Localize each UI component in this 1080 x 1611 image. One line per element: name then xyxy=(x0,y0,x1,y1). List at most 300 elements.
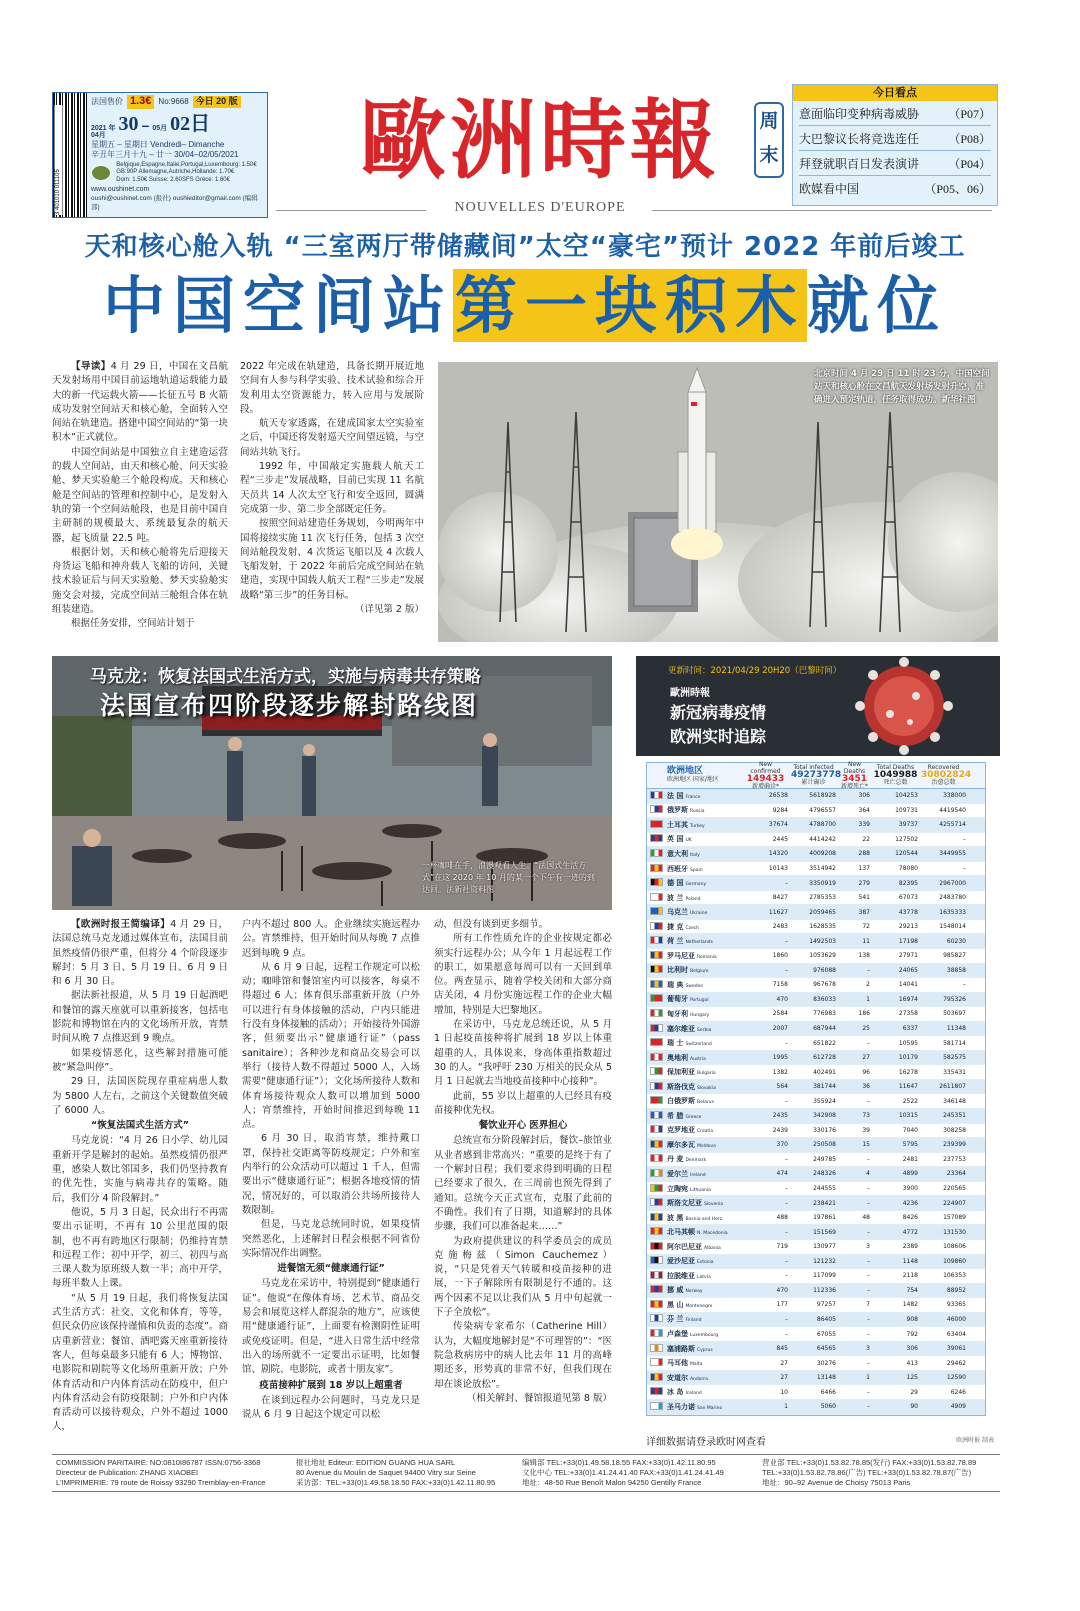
country-cn: 圣马力诺 xyxy=(667,1402,695,1411)
recovered-cell: – xyxy=(963,981,966,989)
flag-icon xyxy=(650,1387,663,1395)
flag-icon xyxy=(650,1213,663,1221)
col-label: Total Deaths xyxy=(876,764,915,772)
emails[interactable]: oushi@oushinet.com (报社) oushieditor@gmail.com (编辑部) xyxy=(91,195,258,211)
total-infected-cell: 3350919 xyxy=(809,879,836,887)
new-confirmed-cell: 488 xyxy=(776,1214,788,1222)
table-row xyxy=(647,1065,985,1080)
month-from: 04月 xyxy=(91,132,106,140)
paragraph: 如果疫情恶化，这些解封措施可能被“紧急叫停”。 xyxy=(52,1047,228,1073)
highlight-item[interactable] xyxy=(799,176,991,201)
paragraph: 总统宣布分阶段解封后，餐饮–旅馆业从业者感到非常高兴：“重要的是终于有了一个解封日程；我们要求得到明确的日程已经要求了很久，在三周前也预先得到了通知。总统今天正式宣布，克服了此前的不确性。我们有了日期，知道解封的具体步骤，我们可以准备起来……” xyxy=(434,1135,612,1233)
total-deaths-cell: 3900 xyxy=(902,1185,918,1193)
new-deaths-cell: – xyxy=(867,1272,870,1280)
france-column-1 xyxy=(52,918,228,1442)
country-cn: 斯洛伐克 xyxy=(667,1082,695,1091)
flag-icon xyxy=(650,1053,663,1061)
newspaper-title: 歐洲時報 xyxy=(360,90,720,191)
col-label: Recovered xyxy=(927,764,960,772)
table-row xyxy=(647,1385,985,1400)
new-confirmed-cell: 37674 xyxy=(768,821,788,829)
total-infected-cell: 250508 xyxy=(813,1141,836,1149)
new-deaths-cell: – xyxy=(867,1315,870,1323)
country-cn: 捷 克 xyxy=(667,922,684,931)
table-row xyxy=(647,1400,985,1415)
country-cn: 意大利 xyxy=(667,849,688,858)
new-confirmed-cell: – xyxy=(785,1097,788,1105)
country-en: Denmark xyxy=(685,1158,707,1164)
flag-icon xyxy=(650,922,663,930)
paragraph: 传染病专家希尔（Catherine Hill）认为，大幅度地解封是“不可理智的”：“医院急救病房中的病人比去年 11 月的高峰期还多，形势真的非常不好，但我们现在却在谈论放松”。 xyxy=(434,1321,612,1390)
country-name xyxy=(665,805,743,815)
total-deaths-cell: 8426 xyxy=(902,1214,918,1222)
see-page-link[interactable]: （详见第 2 版） xyxy=(354,604,424,616)
country-name xyxy=(665,1213,743,1223)
total-infected-cell: 5618928 xyxy=(809,792,836,800)
country-name xyxy=(665,1387,743,1397)
table-row xyxy=(647,920,985,935)
highlight-item[interactable] xyxy=(799,101,991,126)
recovered-cell: 157089 xyxy=(943,1214,966,1222)
new-deaths-cell: 72 xyxy=(862,923,870,931)
today-highlights xyxy=(792,84,998,206)
footer xyxy=(52,1454,1000,1492)
country-cn: 丹 麦 xyxy=(667,1155,684,1164)
paragraph: 户内不超过 800 人。企业继续实施远程办公。宵禁维持，但开始时间从每晚 7 点推迟到每晚 9 点。 xyxy=(242,919,420,959)
country-cn: 爱沙尼亚 xyxy=(667,1257,695,1266)
subheading: 疫苗接种扩展到 18 岁以上超重者 xyxy=(259,1379,403,1391)
recovered-cell: 220565 xyxy=(943,1185,966,1193)
country-name xyxy=(665,1111,743,1121)
footer-line: TEL:+33(0)1.53.82.78.86(广告) TEL:+33(0)1.53.82.78.87(广告) xyxy=(762,1468,972,1477)
table-row xyxy=(647,1051,985,1066)
new-confirmed-cell: 1382 xyxy=(772,1068,788,1076)
flag-icon xyxy=(650,1038,663,1046)
total-deaths-cell: 14041 xyxy=(898,981,918,989)
new-deaths-cell: – xyxy=(867,1228,870,1236)
new-confirmed-cell: 27 xyxy=(780,1374,788,1382)
total-deaths-cell: 104253 xyxy=(895,792,918,800)
table-row xyxy=(647,1255,985,1270)
flag-icon xyxy=(650,1082,663,1090)
paragraph: 马克龙在采访中，特别提到“健康通行证”。他说“在像体育场、艺术节、商品交易会和展览这样人群混杂的地方”，应该使用“健康通行证”，上面要有检测阴性证明或免疫证明。但是，“进入日常生活中经常出入的场所就不一定要出示证明，比如餐馆、剧院、电影院，或者十朋友家”。 xyxy=(242,1278,420,1376)
lead-headline xyxy=(52,266,998,346)
total-deaths-cell: 4899 xyxy=(902,1170,918,1178)
total-deaths-cell: 16974 xyxy=(898,995,918,1003)
flag-icon xyxy=(650,1154,663,1162)
table-row xyxy=(647,833,985,848)
table-row xyxy=(647,789,985,804)
flag-icon xyxy=(650,1227,663,1235)
table-row xyxy=(647,1167,985,1182)
new-deaths-cell: 279 xyxy=(858,879,870,887)
new-confirmed-cell: 9284 xyxy=(772,806,788,814)
paragraph: 在采访中，马克龙总统还说，从 5 月 1 日起疫苗接种将扩展到 18 岁以上体重超重的人，具体说来，身高体重指数超过 30 的人。“我呼吁 230 万相关的民众从 5 月 1 日起就去当地疫苗接种中心接种”。 xyxy=(434,1019,612,1088)
country-en: Belgium xyxy=(690,969,709,975)
divider xyxy=(652,210,992,211)
total-deaths-cell: 1482 xyxy=(902,1301,918,1309)
table-row xyxy=(647,1225,985,1240)
paragraph: 从 6 月 9 日起，远程工作规定可以松动；咖啡馆和餐馆室内可以接客，每桌不得超过 6 人；体育俱乐部重新开放（户外可以进行有身体接触的活动，户内只能进行没有身体接触的活动）；开始接待外国游客，但须要出示“健康通行证”（pass sanitaire）；各种沙龙和商品交易会可以举行（接待人数不得超过 5000 人，入场需要“健康通行证”）；文化场所接待人数和体育场接待观众人数可以增加到 5000 人；宵禁维持，开始时间推迟到每晚 11 点。 xyxy=(242,961,420,1131)
col-label-cn: 死亡总数 xyxy=(883,779,908,787)
country-cn: 比利时 xyxy=(667,966,688,975)
total-deaths-cell: 10595 xyxy=(898,1039,918,1047)
recovered-cell: 109860 xyxy=(943,1257,966,1265)
new-deaths-cell: 73 xyxy=(862,1112,870,1120)
table-row xyxy=(647,993,985,1008)
total-infected-cell: 976088 xyxy=(813,966,836,974)
country-name xyxy=(665,791,743,801)
country-name xyxy=(665,1314,743,1324)
table-row xyxy=(647,1094,985,1109)
new-confirmed-cell: 7158 xyxy=(772,981,788,989)
country-cn: 拉脱维亚 xyxy=(667,1271,695,1280)
country-name xyxy=(665,980,743,990)
country-en: Sweden xyxy=(685,983,704,989)
new-deaths-cell: 339 xyxy=(858,821,870,829)
new-confirmed-cell: 2483 xyxy=(772,923,788,931)
new-confirmed-cell: – xyxy=(785,879,788,887)
total-deaths-cell: 4772 xyxy=(902,1228,918,1236)
table-credit: 欧洲时报 制表 xyxy=(956,1437,994,1444)
country-name xyxy=(665,1096,743,1106)
highlight-label: 欧媒看中国 xyxy=(799,182,860,196)
total-infected-cell: 244555 xyxy=(813,1185,836,1193)
country-cn: 奥地利 xyxy=(667,1053,688,1062)
new-deaths-cell: 306 xyxy=(858,792,870,800)
footer-editor xyxy=(296,1458,532,1488)
table-row xyxy=(647,1036,985,1051)
flag-icon xyxy=(650,1009,663,1017)
footer-line: COMMISSION PARITAIRE: NO:0810I86787 ISSN:0756-3368 xyxy=(56,1458,261,1467)
new-deaths-cell: 27 xyxy=(862,1054,870,1062)
flag-icon xyxy=(650,1402,663,1410)
table-row xyxy=(647,847,985,862)
country-cn: 爱尔兰 xyxy=(667,1169,688,1178)
total-deaths-cell: 792 xyxy=(906,1330,918,1338)
country-name xyxy=(665,1024,743,1034)
total-deaths-cell: 11647 xyxy=(898,1083,918,1091)
flag-icon xyxy=(650,1256,663,1264)
country-en: Cyprus xyxy=(697,1347,713,1353)
table-row xyxy=(647,1298,985,1313)
country-cn: 波 兰 xyxy=(667,893,684,902)
recovered-cell: 11348 xyxy=(946,1025,966,1033)
total-deaths-cell: 2118 xyxy=(902,1272,918,1280)
total-infected-cell: 151569 xyxy=(813,1228,836,1236)
new-confirmed-cell: 719 xyxy=(776,1243,788,1251)
paris-cafe-photo xyxy=(52,656,612,910)
new-deaths-cell: 138 xyxy=(858,952,870,960)
new-deaths-cell: – xyxy=(867,1359,870,1367)
recovered-cell: 46000 xyxy=(946,1315,966,1323)
country-en: Bulgaria xyxy=(697,1071,716,1077)
total-infected-cell: 112336 xyxy=(813,1286,836,1294)
highlight-page: （P08） xyxy=(948,131,991,146)
col-label: New Deaths xyxy=(843,760,866,775)
new-deaths-cell: – xyxy=(867,966,870,974)
country-name xyxy=(665,1256,743,1266)
paragraph: 4 月 29 日，中国在文昌航天发射场用中国目前运地轨道运载能力最大的新一代运载火箭——长征五号 B 火箭成功发射空间站天和核心舱，全面转入空间站在轨建造。搭建中国空间站的“第一块积木”正式就位。 xyxy=(52,361,228,444)
barcode-number: 3 401010 011105 xyxy=(55,105,63,215)
country-en: Italy xyxy=(690,852,700,858)
country-en: Bosnia and Herz. xyxy=(685,1216,724,1222)
country-cn: 俄罗斯 xyxy=(667,806,688,815)
total-infected-cell: 197861 xyxy=(813,1214,836,1222)
total-infected-cell: 3514942 xyxy=(809,865,836,872)
country-name xyxy=(665,1285,743,1295)
see-page-link[interactable]: （相关解封、餐馆报道见第 8 版） xyxy=(466,1392,612,1404)
highlight-page: （P07） xyxy=(948,106,991,121)
total-deaths-cell: 908 xyxy=(906,1315,918,1323)
lead-column-2 xyxy=(240,360,424,642)
country-cn: 黑 山 xyxy=(667,1300,684,1309)
flag-icon xyxy=(650,864,663,872)
footer-line: 营业部 TEL:+33(0)1.53.82.78.85(发行) FAX:+33(0)1.53.82.78.89 xyxy=(762,1458,977,1467)
recovered-total: 30802824 xyxy=(921,769,972,780)
country-cn: 瑞 典 xyxy=(667,980,684,989)
flag-icon xyxy=(650,907,663,915)
country-name xyxy=(665,1358,743,1368)
country-name xyxy=(665,936,743,946)
recovered-cell: 2483780 xyxy=(939,894,966,902)
table-row xyxy=(647,1080,985,1095)
new-confirmed-cell: 1860 xyxy=(772,952,788,960)
country-name xyxy=(665,834,743,844)
table-row xyxy=(647,862,985,877)
new-deaths-cell: – xyxy=(867,1330,870,1338)
col-label: Total infected xyxy=(793,764,834,772)
recovered-cell: 93365 xyxy=(946,1301,966,1309)
barcode xyxy=(53,93,87,217)
country-en: Ukraine xyxy=(690,911,708,917)
new-confirmed-cell: 11627 xyxy=(768,908,788,916)
country-cn: 北马其顿 xyxy=(667,1228,695,1237)
country-name xyxy=(665,1402,743,1412)
total-infected-cell: 402491 xyxy=(813,1068,836,1076)
paragraph: 所有工作性质允许的企业按规定都必须实行远程办公；从今年 1 月起远程工作的职工，如果愿意每周可以有一天回到单位。两查显示，随着学校关闭和大部分商店关闭，4 月份实施远程工作的企业大幅增加，特别是大巴黎地区。 xyxy=(434,933,612,1016)
year: 2021 年 xyxy=(91,124,116,132)
highlight-item[interactable] xyxy=(799,126,991,151)
total-deaths-cell: 43778 xyxy=(898,908,918,916)
recovered-cell: 60230 xyxy=(946,937,966,945)
table-body xyxy=(647,789,985,1415)
paragraph: 他说，5 月 3 日起，民众出行不再需要出示证明，不再有 10 公里范围的限制，也不再有跨地区行限制；仍维持宵禁和远程工作；初中开学，初三、初四与高三课人数为原班级人数一半；高中开学，每班半数人上课。 xyxy=(52,1206,228,1290)
new-confirmed-cell: – xyxy=(785,1039,788,1047)
country-en: Romania xyxy=(697,954,717,960)
highlight-label: 大巴黎议长将竞选连任 xyxy=(799,131,920,146)
country-name xyxy=(665,1184,743,1194)
country-name xyxy=(665,1038,743,1048)
highlight-item[interactable] xyxy=(799,151,991,176)
total-infected-cell: 687944 xyxy=(813,1025,836,1033)
flag-icon xyxy=(650,893,663,901)
country-name xyxy=(665,1154,743,1164)
total-deaths-cell: 82395 xyxy=(898,879,918,887)
total-deaths-cell: 67073 xyxy=(898,894,918,902)
new-confirmed-cell: 474 xyxy=(776,1170,788,1178)
total-infected-cell: 117099 xyxy=(813,1272,836,1280)
total-deaths-cell: 109731 xyxy=(895,806,918,814)
table-row xyxy=(647,978,985,993)
country-en: Montenegro xyxy=(685,1303,713,1309)
new-deaths-cell: 4 xyxy=(866,1170,870,1178)
paragraph: 6 月 30 日，取消宵禁，维持戴口罩，保持社交距离等防疫规定；户外和室内举行的公众活动可以超过 1 千人，但需要出示“健康通行证”；根据各地疫情的情况，情况好的，可以取消公共场所接待人数限制。 xyxy=(242,1133,420,1216)
country-en: Greece xyxy=(685,1114,702,1120)
table-row xyxy=(647,1356,985,1371)
more-data-link[interactable]: 详细数据请登录欧时网查看 xyxy=(646,1437,766,1448)
france-column-3 xyxy=(434,918,612,1442)
recovered-cell: 795326 xyxy=(943,995,966,1003)
recovered-cell: 224907 xyxy=(943,1199,966,1207)
total-infected-cell: 342908 xyxy=(813,1112,836,1120)
country-cn: 安道尔 xyxy=(667,1373,688,1382)
flag-icon xyxy=(650,791,663,799)
country-en: Hungary xyxy=(690,1012,710,1018)
new-confirmed-cell: – xyxy=(785,1272,788,1280)
foreign-price-line: GB:90P Allemagne,Autriche,Hollande: 1.70€ xyxy=(116,169,235,176)
total-infected-cell: 612728 xyxy=(813,1054,836,1062)
highlight-label: 意面临印变种病毒威胁 xyxy=(799,106,920,121)
country-en: San Marino xyxy=(697,1405,723,1411)
country-cn: 土耳其 xyxy=(667,820,688,829)
flag-icon xyxy=(650,1169,663,1177)
new-deaths-cell: 288 xyxy=(858,850,870,858)
headline-part: 就位 xyxy=(807,269,948,342)
date-dash: – xyxy=(141,116,150,133)
recovered-cell: 12590 xyxy=(946,1374,966,1382)
country-cn: 德 国 xyxy=(667,879,684,888)
new-deaths-cell: – xyxy=(867,1185,870,1193)
recovered-cell: 3449955 xyxy=(939,850,966,858)
paragraph: 航天专家透露，在建成国家太空实验室之后，中国还将发射巡天空间望远镜，与空间站共轨飞行。 xyxy=(240,418,424,458)
table-row xyxy=(647,1240,985,1255)
flag-icon xyxy=(650,1125,663,1133)
col-label-cn: 治愈总数 xyxy=(931,779,956,787)
footer-publication xyxy=(56,1458,288,1488)
new-confirmed-cell: 470 xyxy=(776,995,788,1003)
country-cn: 保加利亚 xyxy=(667,1068,695,1077)
total-infected-cell: 238421 xyxy=(813,1199,836,1207)
total-infected-cell: 355924 xyxy=(813,1097,836,1105)
paragraph: 29 日，法国医院现存重症病患人数为 5800 人左右，之前这个关键数值突破了 6000 人。 xyxy=(52,1076,228,1116)
total-deaths-cell: 4236 xyxy=(902,1199,918,1207)
flag-icon xyxy=(650,1358,663,1366)
country-cn: 塞尔维亚 xyxy=(667,1024,695,1033)
foreign-price-line: Belgique,Espagne,Italie,Portugal,Luxembourg: 1.50€ xyxy=(116,162,257,169)
flag-icon xyxy=(650,1314,663,1322)
new-deaths-cell: 96 xyxy=(862,1068,870,1076)
recovered-cell: 985827 xyxy=(943,952,966,960)
country-en: Slovenia xyxy=(704,1202,724,1208)
country-en: Belarus xyxy=(697,1100,714,1106)
country-name xyxy=(665,951,743,961)
col-label: New confirmed xyxy=(750,760,781,775)
total-deaths-cell: 306 xyxy=(906,1345,918,1353)
highlights-title: 今日看点 xyxy=(793,85,997,101)
country-en: Poland xyxy=(685,896,701,902)
new-deaths-cell: 7 xyxy=(866,1301,870,1309)
new-confirmed-cell: 370 xyxy=(776,1141,788,1149)
day-to: 02日 xyxy=(170,112,211,135)
new-confirmed-cell: – xyxy=(785,1199,788,1207)
flag-icon xyxy=(650,1024,663,1032)
table-row xyxy=(647,1138,985,1153)
country-cn: 卢森堡 xyxy=(667,1330,688,1338)
paragraph: 根据任务安排，空间站计划于 xyxy=(71,618,195,630)
country-cn: 法 国 xyxy=(667,791,684,800)
flag-icon xyxy=(650,994,663,1002)
new-deaths-cell: 1 xyxy=(866,1374,870,1382)
flag-icon xyxy=(650,1067,663,1075)
country-name xyxy=(665,1169,743,1179)
table-row xyxy=(647,818,985,833)
total-infected-cell: 86405 xyxy=(816,1315,836,1323)
country-cn: 英 国 xyxy=(667,835,684,844)
total-infected-cell: 330176 xyxy=(813,1126,836,1134)
country-en: Finland xyxy=(685,1318,702,1324)
covid-brand: 歐洲時報 xyxy=(670,688,710,699)
new-deaths-cell: 11 xyxy=(862,937,870,945)
new-deaths-cell: – xyxy=(867,1039,870,1047)
total-deaths-cell: 29 xyxy=(910,1388,918,1396)
country-name xyxy=(665,965,743,975)
website[interactable]: www.oushinet.com xyxy=(91,185,150,193)
month-to: 05月 xyxy=(152,124,168,132)
country-name xyxy=(665,1227,743,1237)
country-name xyxy=(665,1140,743,1150)
table-row xyxy=(647,934,985,949)
photo-caption: 一杯咖啡在手，浪漫观看人生。“法国式生活方式”在这 2020 年 10 月的某一个下午有一迹的到达回。法新社资料图 xyxy=(422,861,595,894)
issue-date xyxy=(91,112,264,140)
recovered-cell: 4909 xyxy=(950,1403,966,1411)
recovered-cell: 308258 xyxy=(943,1126,966,1134)
footer-line: L'IMPRIMERIE: 79 route de Roissy 93290 Tremblay-en-France xyxy=(56,1478,266,1487)
new-deaths-cell: – xyxy=(867,1199,870,1207)
country-name xyxy=(665,907,743,917)
newspaper-subtitle: NOUVELLES D'EUROPE xyxy=(454,200,626,215)
paragraph: 为政府提供建议的科学委员会的成员克施梅兹（Simon Cauchemez）说，“只是凭着天气转暖和疫苗接种的进展，一下子解除所有限制是行不通的。这两个因素不足以让我们从 5 月中旬起就一下子全放松”。 xyxy=(434,1235,612,1319)
total-deaths-cell: 7040 xyxy=(902,1126,918,1134)
paragraph: 4 月 29 日，法国总统马克龙通过媒体宣布，法国目前虽然疫情仍很严重，但将分 4 个阶段逐步解封：5 月 3 日、5 月 19 日、6 月 9 日和 6 月 30 日。 xyxy=(52,919,228,988)
new-confirmed-cell: – xyxy=(785,966,788,974)
country-en: UK xyxy=(685,838,692,844)
flag-icon xyxy=(650,1096,663,1104)
total-deaths-cell: 2481 xyxy=(902,1155,918,1163)
country-name xyxy=(665,864,743,874)
new-confirmed-cell: – xyxy=(785,1257,788,1265)
paragraph: “从 5 月 19 日起，我们将恢复法国式生活方式：社交、文化和体育，等等，但民众仍应该保持谨慎和负责的态度”。商店重新营业；餐馆、酒吧露天座重新接待客人，但每桌最多只能有 6 人；博物馆、电影院和剧院等文化场所重新开放；户外体育活动和户内体育活动在防疫中，但户内体育活动会有防疫限制；户外和户内体育活动可以接待观众，户外不超过 1000 人， xyxy=(52,1292,228,1433)
total-deaths-cell: 6337 xyxy=(902,1025,918,1033)
new-confirmed-cell: 26538 xyxy=(768,792,788,800)
recovered-cell: 346148 xyxy=(943,1097,966,1105)
lead-label: 【欧洲时报王简编译】 xyxy=(71,919,171,930)
new-deaths-cell: 364 xyxy=(858,806,870,814)
recovered-cell: 39061 xyxy=(946,1345,966,1353)
total-deaths: 1049988 xyxy=(873,769,918,780)
total-deaths-cell: 127502 xyxy=(895,835,918,843)
flag-icon xyxy=(650,878,663,886)
total-deaths-cell: 39737 xyxy=(898,821,918,829)
country-cn: 阿尔巴尼亚 xyxy=(667,1242,702,1251)
weekend-badge xyxy=(754,102,784,178)
lead-column-1 xyxy=(52,360,228,642)
flag-icon xyxy=(650,951,663,959)
new-deaths-cell: 137 xyxy=(858,865,870,872)
country-en: Ireland xyxy=(690,1172,706,1178)
country-cn: 乌克兰 xyxy=(667,908,688,917)
country-name xyxy=(665,893,743,903)
